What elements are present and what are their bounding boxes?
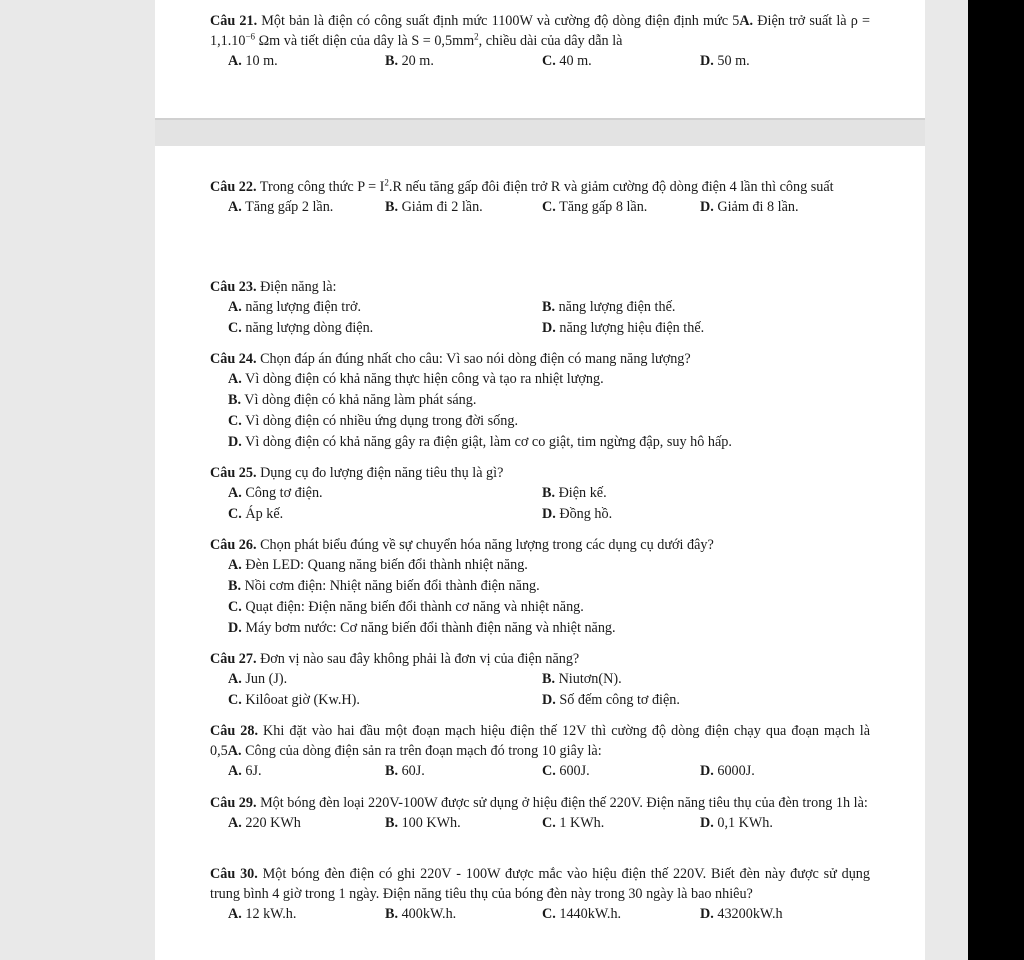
question-23	[210, 277, 870, 339]
option-a[interactable]: A. Đèn LED: Quang năng biến đổi thành nhiệt năng.	[228, 557, 528, 573]
option-d[interactable]: D. 50 m.	[700, 53, 750, 69]
question-stem: Câu 22. Trong công thức $P = I^2.R$ nếu tăng gấp đôi điện trở R và giảm cường độ dòng điện 4 lần thì công suất	[210, 177, 834, 195]
option-c[interactable]: C. Quạt điện: Điện năng biến đổi thành cơ năng và nhiệt năng.	[228, 599, 584, 615]
option-b[interactable]: B. 20 m.	[385, 53, 434, 69]
option-c[interactable]: C. Áp kế.	[228, 506, 284, 522]
options-row	[210, 904, 870, 925]
option-a[interactable]: A. 220 KWh	[228, 815, 301, 831]
options-row	[210, 813, 870, 834]
option-c[interactable]: C. 1 KWh.	[542, 815, 605, 831]
option-c[interactable]: C. Kilôoat giờ (Kw.H).	[228, 692, 360, 708]
option-b[interactable]: B. Điện kế.	[542, 485, 607, 501]
left-margin	[0, 0, 155, 960]
option-d[interactable]: D. 0,1 KWh.	[700, 815, 773, 831]
option-c[interactable]: C. năng lượng dòng điện.	[228, 320, 374, 336]
question-stem: Câu 25. Dụng cụ đo lượng điện năng tiêu thụ là gì?	[210, 465, 504, 481]
question-stem: Câu 24. Chọn đáp án đúng nhất cho câu: Vì sao nói dòng điện có mang năng lượng?	[210, 351, 691, 367]
page-separator	[155, 118, 925, 148]
question-stem: Câu 28. Khi đặt vào hai đầu một đoạn mạch hiệu điện thế 12V thì cường độ dòng điện chạy qua đoạn mạch là 0,5A. Công của dòng điện sản ra trên đoạn mạch đó trong 10 giây là:	[210, 723, 870, 759]
options-row	[210, 197, 870, 218]
option-d[interactable]: D. năng lượng hiệu điện thế.	[542, 320, 705, 336]
right-margin	[925, 0, 968, 960]
option-c[interactable]: C. Tăng gấp 8 lần.	[542, 199, 648, 215]
question-26	[210, 535, 870, 639]
option-b[interactable]: B. 60J.	[385, 763, 425, 779]
option-b[interactable]: B. Giảm đi 2 lần.	[385, 199, 483, 215]
options-row	[210, 761, 870, 782]
option-a[interactable]: A. 6J.	[228, 763, 262, 779]
option-d[interactable]: D. Đồng hồ.	[542, 506, 613, 522]
option-b[interactable]: B. Niutơn(N).	[542, 671, 622, 687]
option-a[interactable]: A. 10 m.	[228, 53, 278, 69]
black-edge	[968, 0, 1024, 960]
option-a[interactable]: A. Vì dòng điện có khả năng thực hiện công và tạo ra nhiệt lượng.	[228, 371, 604, 387]
option-b[interactable]: B. 400kW.h.	[385, 906, 457, 922]
options-row	[210, 297, 870, 318]
option-d[interactable]: D. Máy bơm nước: Cơ năng biến đổi thành điện năng và nhiệt năng.	[228, 620, 616, 636]
option-c[interactable]: C. Vì dòng điện có nhiều ứng dụng trong đời sống.	[228, 413, 518, 429]
question-21	[210, 11, 870, 72]
option-c[interactable]: C. 40 m.	[542, 53, 592, 69]
option-d[interactable]: D. Giảm đi 8 lần.	[700, 199, 799, 215]
option-c[interactable]: C. 1440kW.h.	[542, 906, 622, 922]
question-stem: Câu 29. Một bóng đèn loại 220V-100W được sử dụng ở hiệu điện thế 220V. Điện năng tiêu thụ của đèn trong 1h là:	[210, 795, 868, 811]
question-29	[210, 793, 870, 834]
question-22	[210, 177, 870, 218]
options-row	[210, 483, 870, 504]
options-row	[210, 51, 870, 72]
question-stem: Câu 21. Một bản là điện có công suất định mức 1100W và cường độ dòng điện định mức 5A. Điện trở suất là $\rho = 1,1.10^{-6}$ Ωm và tiết diện của dây là $S = 0,5mm^2$, chiều dài của dây dẫn là	[210, 13, 871, 49]
option-b[interactable]: B. Nồi cơm điện: Nhiệt năng biến đổi thành điện năng.	[228, 578, 540, 594]
question-30	[210, 864, 870, 925]
option-d[interactable]: D. Số đếm công tơ điện.	[542, 692, 680, 708]
options-row	[210, 669, 870, 690]
question-stem: Câu 26. Chọn phát biểu đúng về sự chuyển hóa năng lượng trong các dụng cụ dưới đây?	[210, 537, 714, 553]
option-d[interactable]: D. 43200kW.h	[700, 906, 783, 922]
option-b[interactable]: B. năng lượng điện thế.	[542, 299, 676, 315]
question-stem: Câu 30. Một bóng đèn điện có ghi 220V - 100W được mắc vào hiệu điện thế 220V. Biết đèn này được sử dụng trung bình 4 giờ trong 1 ngày. Điện năng tiêu thụ của bóng đèn này trong 30 ngày là bao nhiêu?	[210, 866, 870, 902]
options-row	[210, 690, 870, 711]
question-27	[210, 649, 870, 711]
option-a[interactable]: A. Jun (J).	[228, 671, 288, 687]
options-row	[210, 318, 870, 339]
option-a[interactable]: A. Tăng gấp 2 lần.	[228, 199, 334, 215]
option-c[interactable]: C. 600J.	[542, 763, 590, 779]
question-stem: Câu 23. Điện năng là:	[210, 279, 337, 295]
option-b[interactable]: B. 100 KWh.	[385, 815, 461, 831]
option-a[interactable]: A. Công tơ điện.	[228, 485, 323, 501]
option-a[interactable]: A. 12 kW.h.	[228, 906, 297, 922]
option-d[interactable]: D. 6000J.	[700, 763, 755, 779]
question-25	[210, 463, 870, 525]
options-row	[210, 504, 870, 525]
question-stem: Câu 27. Đơn vị nào sau đây không phải là đơn vị của điện năng?	[210, 651, 580, 667]
question-24	[210, 349, 870, 453]
question-28	[210, 721, 870, 782]
option-a[interactable]: A. năng lượng điện trở.	[228, 299, 362, 315]
option-d[interactable]: D. Vì dòng điện có khả năng gây ra điện giật, làm cơ co giật, tim ngừng đập, suy hô hấp.	[228, 434, 732, 450]
option-b[interactable]: B. Vì dòng điện có khả năng làm phát sáng.	[228, 392, 477, 408]
